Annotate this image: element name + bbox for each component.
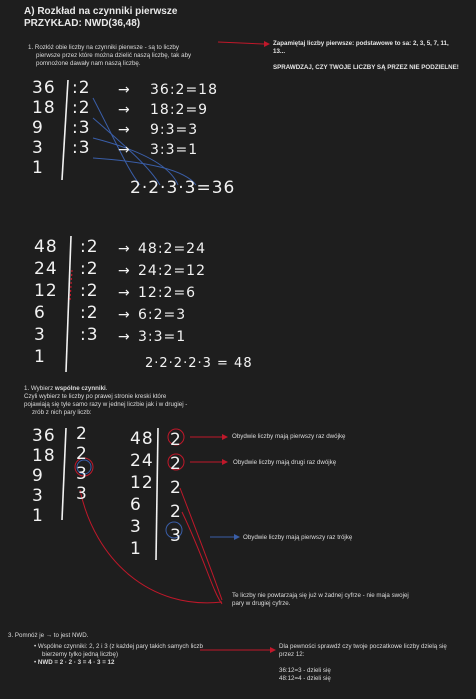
note-first-two: Obydwie liczby mają pierwszy raz dwójkę [232,433,346,440]
note-no-pair: Te liczby nie powtarzają się już w żadnej cyfrze - nie maja swojej pary w drugiej cyfrze. [232,592,409,607]
note-second-two: Obydwie liczby mają drugi raz dwójkę [233,459,337,466]
step3-heading: 3. Pomnóż je → to jest NWD. [8,632,89,639]
example-title: PRZYKŁAD: NWD(36,48) [24,18,141,29]
product-36: 2·2·3·3=36 [130,178,236,198]
numbers-36: 36 18 9 3 1 [32,78,56,178]
results-48: 48:2=24 24:2=12 12:2=6 6:2=3 3:3=1 [138,241,206,345]
prime-note: Zapamiętaj liczby pierwsze: podstawowe to sa: 2, 3, 5, 7, 11, 13... SPRAWDZAJ, CZY TWOJE LICZBY SĄ PRZEZ NIE PODZIELNE! [273,40,459,71]
red-curve-b [180,488,222,600]
arrows-48: → → → → → [118,241,131,345]
factor-line-48 [66,236,71,372]
divisors-48: :2 :2 :2 :2 :3 [80,237,99,345]
note-first-three: Obydwie liczby mają pierwszy raz trójkę [243,534,353,541]
results-36: 36:2=18 18:2=9 9:3=3 3:3=1 [150,82,218,158]
red-curve-c [182,512,222,604]
factor-line-36 [62,80,68,180]
compare-factors-48: 2 2 2 2 3 [170,430,182,546]
step3-bullets: • Wspólne czynniki: 2, 2 i 3 (z każdej pary takich samych liczb bierzemy tylko jedną liczbę) • NWD = 2 · 2 · 3 = 4 · 3 = 12 [34,643,203,666]
arrows-36: → → → → [118,82,131,158]
step2-text: 1. Wybierz wspólne czynniki. Czyli wybierz te liczby po prawej stronie kreski które pojawiają się tyle samo razy w jednej liczbie jak i w drugiej - zrób z nich pary liczb: [24,385,188,416]
check-note: Dla pewności sprawdź czy twoje poczatkowe liczby dzielą się przez 12: 36:12=3 - dzieli się 48:12=4 - dzieli się [279,643,447,682]
compare-numbers-48: 48 24 12 6 3 1 [130,429,154,559]
compare-line-48 [156,428,158,560]
step1-text: 1. Rozłóż obie liczby na czynniki pierwsze - są to liczby pierwsze przez które można dzielić naszą liczbę, tak aby pomnożone dawały nam naszą liczbę. [28,44,192,67]
compare-factors-36: 2 2 3 3 [76,424,88,504]
numbers-48: 48 24 12 6 3 1 [34,237,58,367]
blue-curve-1 [93,98,140,185]
section-title: A) Rozkład na czynniki pierwsze [24,6,178,17]
divisors-36: :2 :2 :3 :3 [72,78,91,158]
product-48: 2·2·2·2·3 = 48 [145,356,253,371]
compare-line-36 [62,428,66,520]
compare-numbers-36: 36 18 9 3 1 [32,426,56,526]
